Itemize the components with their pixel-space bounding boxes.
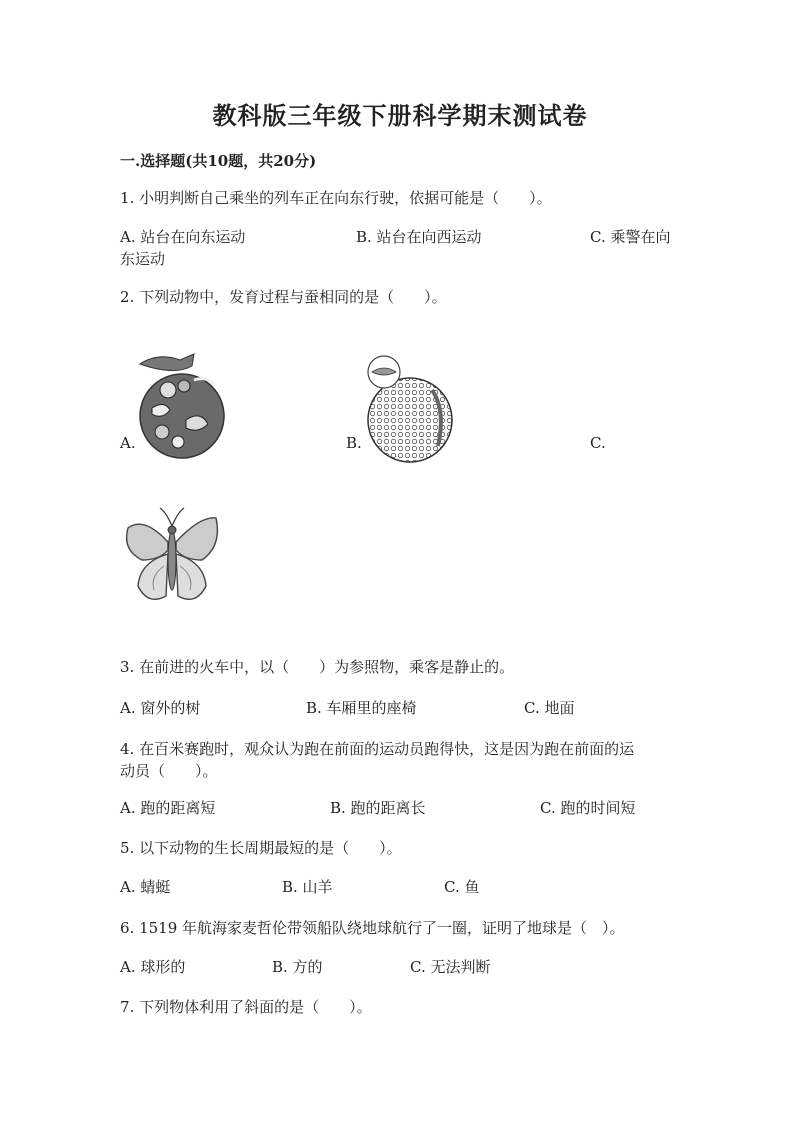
q4-option-a: A. 跑的距离短 [120,799,216,817]
q3-option-a: A. 窗外的树 [120,699,201,717]
q6-option-c: C. 无法判断 [410,958,491,976]
q1-option-c: C. 乘警在向 [590,228,671,246]
frog-eggs-image [362,354,458,466]
fish-life-cycle-image [134,350,230,462]
question-3: 3. 在前进的火车中，以（ ）为参照物，乘客是静止的。 [120,658,515,676]
q5-option-a: A. 蜻蜓 [120,878,171,896]
question-4-line-2: 动员（ ）。 [120,762,218,780]
q2-option-a: A. [120,434,136,452]
q5-option-c: C. 鱼 [444,878,480,896]
q1-option-b: B. 站台在向西运动 [356,228,482,246]
q5-option-b: B. 山羊 [282,878,333,896]
q4-option-c: C. 跑的时间短 [540,799,636,817]
q3-option-b: B. 车厢里的座椅 [306,699,417,717]
q2-option-c: C. [590,434,606,452]
question-5: 5. 以下动物的生长周期最短的是（ ）。 [120,839,402,857]
question-7: 7. 下列物体利用了斜面的是（ ）。 [120,998,372,1016]
q1-option-c-continued: 东运动 [120,250,166,268]
q2-option-b: B. [346,434,362,452]
q3-option-c: C. 地面 [524,699,575,717]
butterfly-image [120,506,224,610]
q1-option-a: A. 站台在向东运动 [120,228,246,246]
page-title: 教科版三年级下册科学期末测试卷 [212,101,588,130]
question-6: 6. 1519 年航海家麦哲伦带领船队绕地球航行了一圈，证明了地球是（ ）。 [120,919,625,937]
q4-option-b: B. 跑的距离长 [330,799,426,817]
section-heading: 一.选择题(共10题，共20分) [120,152,317,170]
q6-option-b: B. 方的 [272,958,323,976]
question-4-line-1: 4. 在百米赛跑时，观众认为跑在前面的运动员跑得快，这是因为跑在前面的运 [120,740,635,758]
question-2: 2. 下列动物中，发育过程与蚕相同的是（ ）。 [120,288,447,306]
question-1: 1. 小明判断自己乘坐的列车正在向东行驶，依据可能是（ ）。 [120,189,552,207]
q6-option-a: A. 球形的 [120,958,186,976]
